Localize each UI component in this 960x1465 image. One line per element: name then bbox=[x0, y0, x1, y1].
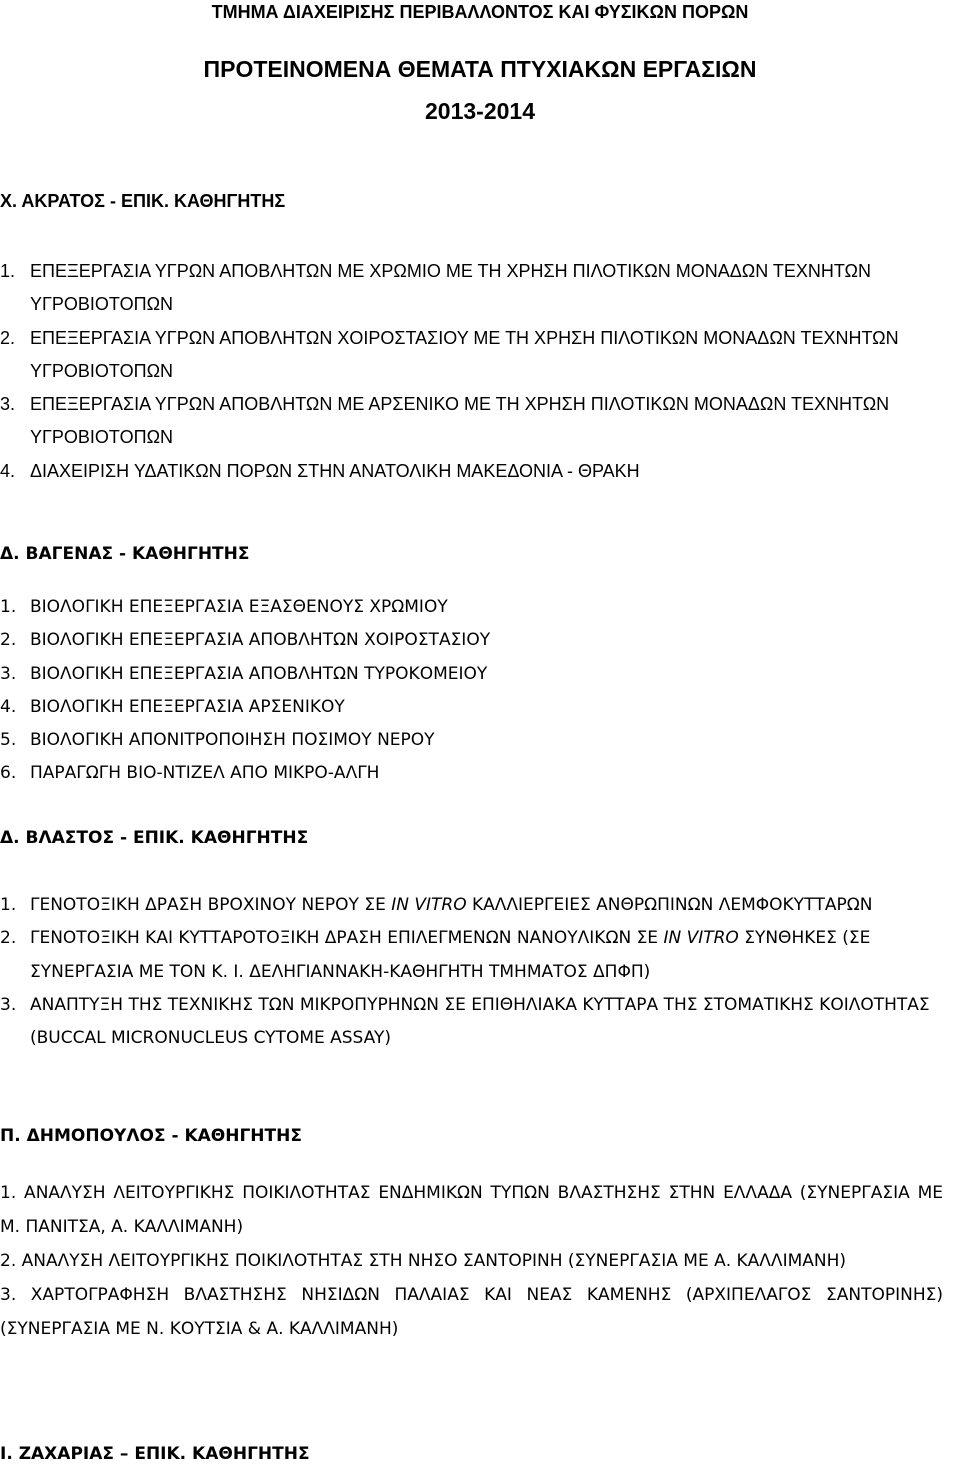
list-item bbox=[0, 691, 945, 724]
item-text: ΠΑΡΑΓΩΓΗ ΒΙΟ-ΝΤΙΖΕΛ ΑΠΟ ΜΙΚΡΟ-ΑΛΓΗ bbox=[30, 763, 380, 784]
item-number: 1. bbox=[0, 895, 17, 915]
section-heading-akratos: Χ. ΑΚΡΑΤΟΣ - ΕΠΙΚ. ΚΑΘΗΓΗΤΗΣ bbox=[0, 191, 286, 211]
section-heading-vlastos: Δ. ΒΛΑΣΤΟΣ - ΕΠΙΚ. ΚΑΘΗΓΗΤΗΣ bbox=[0, 828, 309, 848]
item-text-post: ΣΥΝΘΗΚΕΣ (ΣΕ ΣΥΝΕΡΓΑΣΙΑ ΜΕ ΤΟΝ Κ. Ι. ΔΕΛΗΓΙΑΝΝΑΚΗ-ΚΑΘΗΓΗΤΗ ΤΜΗΜΑΤΟΣ ΔΠΦΠ) bbox=[30, 928, 871, 982]
list-item bbox=[0, 591, 945, 624]
item-number: 5. bbox=[0, 730, 17, 751]
item-text: ΒΙΟΛΟΓΙΚΗ ΕΠΕΞΕΡΓΑΣΙΑ ΑΠΟΒΛΗΤΩΝ ΧΟΙΡΟΣΤΑΣΙΟΥ bbox=[30, 630, 491, 651]
section-heading-vagenas: Δ. ΒΑΓΕΝΑΣ - ΚΑΘΗΓΗΤΗΣ bbox=[0, 544, 250, 564]
list-item bbox=[0, 724, 945, 757]
list-item bbox=[0, 455, 960, 488]
list-item bbox=[0, 989, 945, 1056]
section-heading-zacharias: Ι. ΖΑΧΑΡΙΑΣ – ΕΠΙΚ. ΚΑΘΗΓΗΤΗΣ bbox=[0, 1444, 310, 1464]
academic-year: 2013-2014 bbox=[425, 98, 535, 124]
item-text: ΕΠΕΞΕΡΓΑΣΙΑ ΥΓΡΩΝ ΑΠΟΒΛΗΤΩΝ ΜΕ ΧΡΩΜΙΟ ΜΕ ΤΗ ΧΡΗΣΗ ΠΙΛΟΤΙΚΩΝ ΜΟΝΑΔΩΝ ΤΕΧΝΗΤΩΝ ΥΓΡΟΒΙΟΤΟΠΩΝ bbox=[30, 261, 872, 315]
list-item bbox=[0, 922, 945, 989]
item-number: 1. bbox=[0, 597, 17, 617]
topic-list-akratos bbox=[0, 255, 960, 488]
document-title: ΠΡΟΤΕΙΝΟΜΕΝΑ ΘΕΜΑΤΑ ΠΤΥΧΙΑΚΩΝ ΕΡΓΑΣΙΩΝ bbox=[203, 56, 757, 82]
topic-list-vlastos bbox=[0, 889, 945, 1055]
item-number: 1. bbox=[0, 261, 16, 281]
list-item: 1. ΑΝΑΛΥΣΗ ΛΕΙΤΟΥΡΓΙΚΗΣ ΠΟΙΚΙΛΟΤΗΤΑΣ ΕΝΔΗΜΙΚΩΝ ΤΥΠΩΝ ΒΛΑΣΤΗΣΗΣ ΣΤΗΝ ΕΛΛΑΔΑ (ΣΥΝΕΡΓΑΣΙΑ ΜΕ Μ. ΠΑΝΙΤΣΑ, Α. ΚΑΛΛΙΜΑΝΗ) bbox=[0, 1183, 943, 1237]
item-text-italic: IN VITRO bbox=[391, 895, 467, 915]
list-item bbox=[0, 624, 945, 657]
item-number: 4. bbox=[0, 460, 16, 481]
item-text: ΒΙΟΛΟΓΙΚΗ ΑΠΟΝΙΤΡΟΠΟΙΗΣΗ ΠΟΣΙΜΟΥ ΝΕΡΟΥ bbox=[30, 730, 435, 751]
item-text: ΒΙΟΛΟΓΙΚΗ ΕΠΕΞΕΡΓΑΣΙΑ ΑΠΟΒΛΗΤΩΝ ΤΥΡΟΚΟΜΕΙΟΥ bbox=[30, 663, 488, 684]
department-title: ΤΜΗΜΑ ΔΙΑΧΕΙΡΙΣΗΣ ΠΕΡΙΒΑΛΛΟΝΤΟΣ ΚΑΙ ΦΥΣΙΚΩΝ ΠΟΡΩΝ bbox=[211, 2, 749, 22]
item-number: 2. bbox=[0, 327, 16, 348]
item-number: 4. bbox=[0, 696, 17, 717]
item-text: ΑΝΑΠΤΥΞΗ ΤΗΣ ΤΕΧΝΙΚΗΣ ΤΩΝ ΜΙΚΡΟΠΥΡΗΝΩΝ ΣΕ ΕΠΙΘΗΛΙΑΚΑ ΚΥΤΤΑΡΑ ΤΗΣ ΣΤΟΜΑΤΙΚΗΣ ΚΟΙΛΟΤΗΤΑΣ (BUCCAL MICRONUCLEUS CYTOME ASSAY) bbox=[30, 994, 930, 1049]
item-number: 3. bbox=[0, 994, 17, 1015]
topic-list-vagenas bbox=[0, 591, 945, 791]
list-item bbox=[0, 322, 960, 389]
item-text: ΔΙΑΧΕΙΡΙΣΗ ΥΔΑΤΙΚΩΝ ΠΟΡΩΝ ΣΤΗΝ ΑΝΑΤΟΛΙΚΗ ΜΑΚΕΔΟΝΙΑ - ΘΡΑΚΗ bbox=[30, 460, 640, 481]
item-text-pre: ΓΕΝΟΤΟΞΙΚΗ ΔΡΑΣΗ ΒΡΟΧΙΝΟΥ ΝΕΡΟΥ ΣΕ bbox=[30, 895, 392, 915]
list-item: 2. ΑΝΑΛΥΣΗ ΛΕΙΤΟΥΡΓΙΚΗΣ ΠΟΙΚΙΛΟΤΗΤΑΣ ΣΤΗ ΝΗΣΟ ΣΑΝΤΟΡΙΝΗ (ΣΥΝΕΡΓΑΣΙΑ ΜΕ Α. ΚΑΛΛΙΜΑΝΗ) bbox=[0, 1251, 847, 1271]
item-text: ΒΙΟΛΟΓΙΚΗ ΕΠΕΞΕΡΓΑΣΙΑ ΑΡΣΕΝΙΚΟΥ bbox=[30, 696, 345, 717]
item-text-italic: IN VITRO bbox=[663, 928, 739, 949]
item-text-post: ΚΑΛΛΙΕΡΓΕΙΕΣ ΑΝΘΡΩΠΙΝΩΝ ΛΕΜΦΟΚΥΤΤΑΡΩΝ bbox=[466, 895, 873, 915]
item-number: 3. bbox=[0, 394, 16, 415]
list-item bbox=[0, 658, 945, 691]
item-number: 2. bbox=[0, 630, 17, 651]
list-item bbox=[0, 757, 945, 790]
item-text: ΕΠΕΞΕΡΓΑΣΙΑ ΥΓΡΩΝ ΑΠΟΒΛΗΤΩΝ ΜΕ ΑΡΣΕΝΙΚΟ ΜΕ ΤΗ ΧΡΗΣΗ ΠΙΛΟΤΙΚΩΝ ΜΟΝΑΔΩΝ ΤΕΧΝΗΤΩΝ ΥΓΡΟΒΙΟΤΟΠΩΝ bbox=[30, 394, 890, 448]
list-item bbox=[0, 388, 960, 455]
topic-list-dimopoulos bbox=[0, 1176, 943, 1346]
list-item: 3. ΧΑΡΤΟΓΡΑΦΗΣΗ ΒΛΑΣΤΗΣΗΣ ΝΗΣΙΔΩΝ ΠΑΛΑΙΑΣ ΚΑΙ ΝΕΑΣ ΚΑΜΕΝΗΣ (ΑΡΧΙΠΕΛΑΓΟΣ ΣΑΝΤΟΡΙΝΗΣ) (ΣΥΝΕΡΓΑΣΙΑ ΜΕ Ν. ΚΟΥΤΣΙΑ & Α. ΚΑΛΛΙΜΑΝΗ) bbox=[0, 1285, 943, 1339]
item-number: 6. bbox=[0, 763, 17, 784]
list-item bbox=[0, 889, 945, 922]
list-item bbox=[0, 255, 960, 322]
item-text: ΕΠΕΞΕΡΓΑΣΙΑ ΥΓΡΩΝ ΑΠΟΒΛΗΤΩΝ ΧΟΙΡΟΣΤΑΣΙΟΥ ΜΕ ΤΗ ΧΡΗΣΗ ΠΙΛΟΤΙΚΩΝ ΜΟΝΑΔΩΝ ΤΕΧΝΗΤΩΝ ΥΓΡΟΒΙΟΤΟΠΩΝ bbox=[30, 327, 899, 381]
item-number: 3. bbox=[0, 663, 17, 684]
item-text-pre: ΓΕΝΟΤΟΞΙΚΗ ΚΑΙ ΚΥΤΤΑΡΟΤΟΞΙΚΗ ΔΡΑΣΗ ΕΠΙΛΕΓΜΕΝΩΝ ΝΑΝΟΥΛΙΚΩΝ ΣΕ bbox=[30, 928, 664, 949]
item-number: 2. bbox=[0, 928, 17, 949]
section-heading-dimopoulos: Π. ΔΗΜΟΠΟΥΛΟΣ - ΚΑΘΗΓΗΤΗΣ bbox=[0, 1126, 302, 1146]
item-text: ΒΙΟΛΟΓΙΚΗ ΕΠΕΞΕΡΓΑΣΙΑ ΕΞΑΣΘΕΝΟΥΣ ΧΡΩΜΙΟΥ bbox=[30, 597, 448, 617]
